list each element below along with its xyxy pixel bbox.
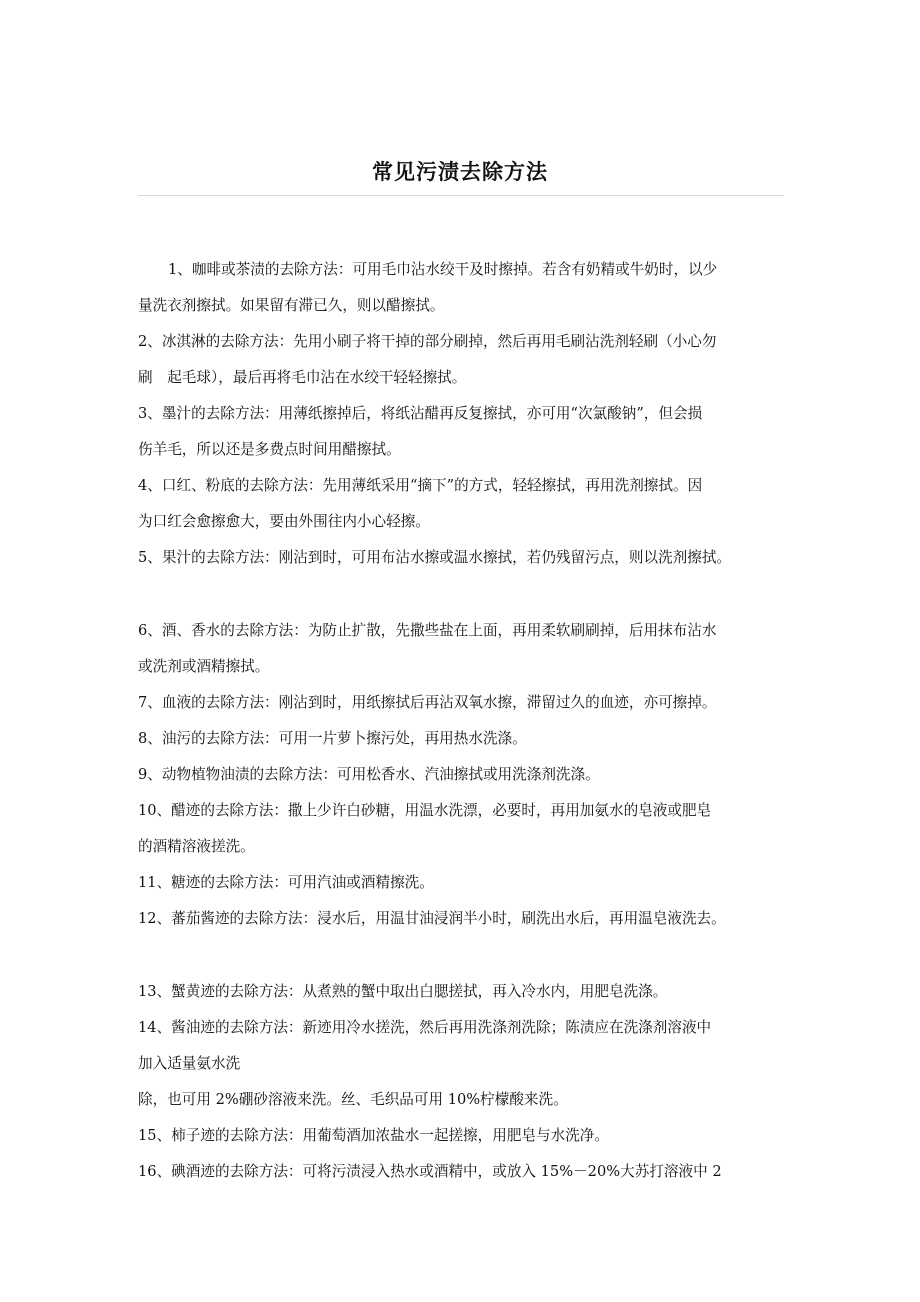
text-line: 7、血液的去除方法：刚沾到时，用纸擦拭后再沾双氧水擦，滞留过久的血迹，亦可擦掉。 [138,694,717,711]
text-line: 加入适量氨水洗 [138,1055,241,1072]
text-line: 11、糖迹的去除方法：可用汽油或酒精擦洗。 [138,874,434,891]
text-line: 4、口红、粉底的去除方法：先用薄纸采用“摘下”的方式，轻轻擦拭，再用洗剂擦拭。因 [138,477,703,494]
text-line: 刷 起毛球），最后再将毛巾沾在水绞干轻轻擦拭。 [138,369,467,386]
text-line: 15、柿子迹的去除方法：用葡萄酒加浓盐水一起搓擦，用肥皂与水洗净。 [138,1127,609,1144]
text-line: 或洗剂或酒精擦拭。 [138,658,270,675]
text-line: 的酒精溶液搓洗。 [138,838,255,855]
text-line: 量洗衣剂擦拭。如果留有滞已久，则以醋擦拭。 [138,297,445,314]
paragraph-gap [138,576,788,613]
text-line: 14、酱油迹的去除方法：新迹用冷水搓洗，然后再用洗涤剂洗除；陈渍应在洗涤剂溶液中 [138,1019,712,1036]
title-divider [138,195,784,196]
document-body [138,252,788,1190]
text-line: 2、冰淇淋的去除方法：先用小刷子将干掉的部分刷掉，然后再用毛刷沾洗剂轻刷（小心勿 [138,333,717,350]
text-line: 9、动物植物油渍的去除方法：可用松香水、汽油擦拭或用洗涤剂洗涤。 [138,766,600,783]
text-line: 伤羊毛，所以还是多费点时间用醋擦拭。 [138,441,401,458]
text-line: 13、蟹黄迹的去除方法：从煮熟的蟹中取出白腮搓拭，再入冷水内，用肥皂洗涤。 [138,983,668,1000]
text-line: 除，也可用 2%硼砂溶液来洗。丝、毛织品可用 10%柠檬酸来洗。 [138,1091,568,1108]
text-line: 16、碘酒迹的去除方法：可将污渍浸入热水或酒精中，或放入 15%－20%大苏打溶液中 2 [138,1163,722,1180]
text-line: 6、酒、香水的去除方法：为防止扩散，先撒些盐在上面，再用柔软刷刷掉，后用抹布沾水 [138,622,717,639]
text-line: 1、咖啡或茶渍的去除方法：可用毛巾沾水绞干及时擦掉。若含有奶精或牛奶时，以少 [168,261,718,278]
text-line: 5、果汁的去除方法：刚沾到时，可用布沾水擦或温水擦拭，若仍残留污点，则以洗剂擦拭。 [138,549,732,566]
paragraph-gap [138,937,788,974]
text-line: 12、蕃茄酱迹的去除方法：浸水后，用温甘油浸润半小时，刷洗出水后，再用温皂液洗去。 [138,910,726,927]
text-line: 10、醋迹的去除方法：撒上少许白砂糖，用温水洗漂，必要时，再用加氨水的皂液或肥皂 [138,802,712,819]
text-line: 为口红会愈擦愈大，要由外围往内小心轻擦。 [138,513,430,530]
text-line: 3、墨汁的去除方法：用薄纸擦掉后，将纸沾醋再反复擦拭，亦可用“次氯酸钠”，但会损 [138,405,703,422]
text-line: 8、油污的去除方法：可用一片萝卜擦污处，再用热水洗涤。 [138,730,527,747]
document-title: 常见污渍去除方法 [372,160,548,184]
